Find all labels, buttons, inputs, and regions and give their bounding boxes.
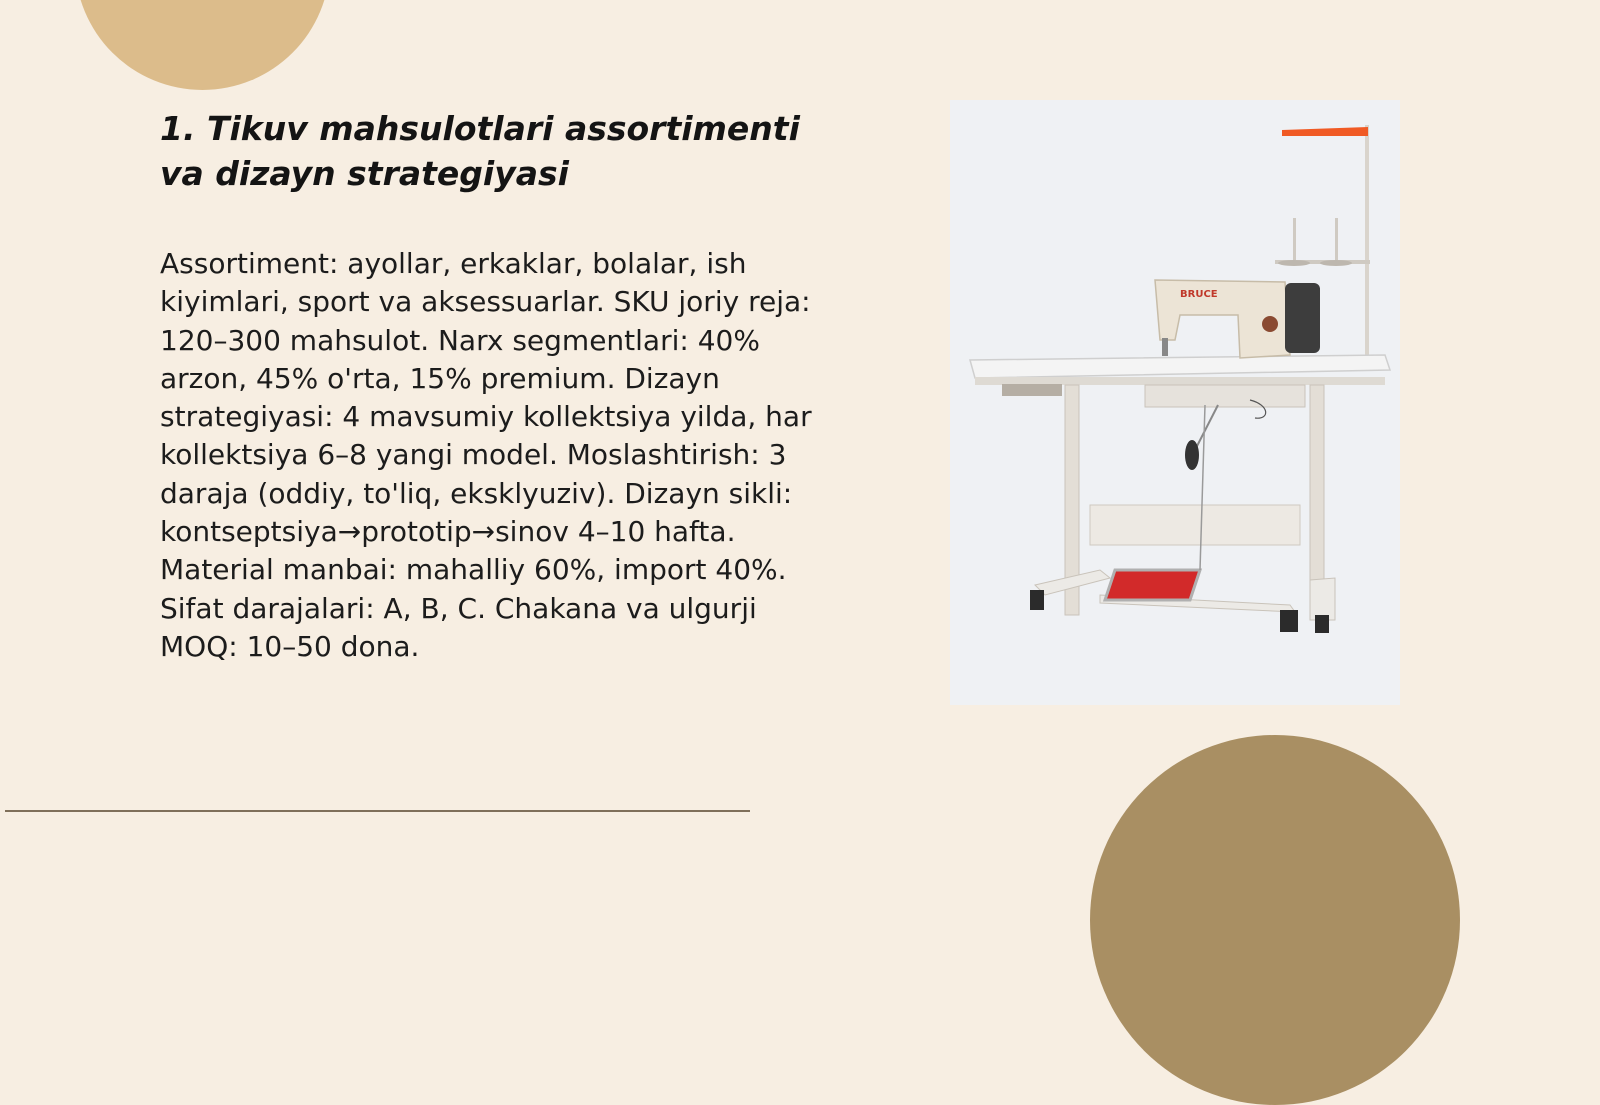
slide-title: 1. Tikuv mahsulotlari assortimenti va dizayn strategiyasi <box>160 109 800 193</box>
foot-pad-left <box>1030 590 1044 610</box>
slide-body-text: Assortiment: ayollar, erkaklar, bolalar, ish kiyimlari, sport va aksessuarlar. SKU joriy reja: 120–300 mahsulot. Narx segmentlari: 40% arzon, 45% o'rta, 15% premium. Dizayn strategiyasi: 4 mavsumiy kollektsiya yilda, har kollektsiya 6–8 yangi model. Moslashtirish: 3 daraja (oddiy, to'liq, eksklyuziv). Dizayn sikli: kontseptsiya→prototip→sinov 4–10 hafta. Material manbai: mahalliy 60%, import 40%. Sifat darajalari: A, B, C. Chakana va ulgurji MOQ: 10–50 dona. <box>160 247 812 663</box>
knee-lever-rod <box>1195 405 1218 450</box>
sewing-machine-photo <box>950 100 1400 705</box>
foot-pad-back <box>1315 615 1329 633</box>
thread-stand-pole <box>1365 125 1369 360</box>
table-drawer <box>1002 384 1062 396</box>
decorative-circle-bottom <box>1090 735 1460 1105</box>
leg-crossbar <box>1090 505 1300 545</box>
knee-lever-pad <box>1185 440 1199 470</box>
base-foot-right <box>1310 578 1335 620</box>
spool-plate-right <box>1320 260 1352 266</box>
foot-pad-right <box>1280 610 1298 632</box>
spool-pin-right <box>1335 218 1338 262</box>
needle-bar <box>1162 338 1168 356</box>
spool-plate-left <box>1278 260 1310 266</box>
decorative-circle-top <box>75 0 330 90</box>
thread-stand-flag <box>1282 127 1368 136</box>
spool-pin-left <box>1293 218 1296 262</box>
motor-housing <box>1145 385 1305 407</box>
divider-line <box>5 810 750 812</box>
foot-pedal <box>1105 570 1200 600</box>
stitch-dial <box>1262 316 1278 332</box>
handwheel <box>1285 283 1320 353</box>
brand-label: BRUCE <box>1180 289 1218 300</box>
table-edge <box>975 377 1385 385</box>
sewing-machine-illustration <box>950 100 1400 705</box>
table-top <box>970 355 1390 378</box>
